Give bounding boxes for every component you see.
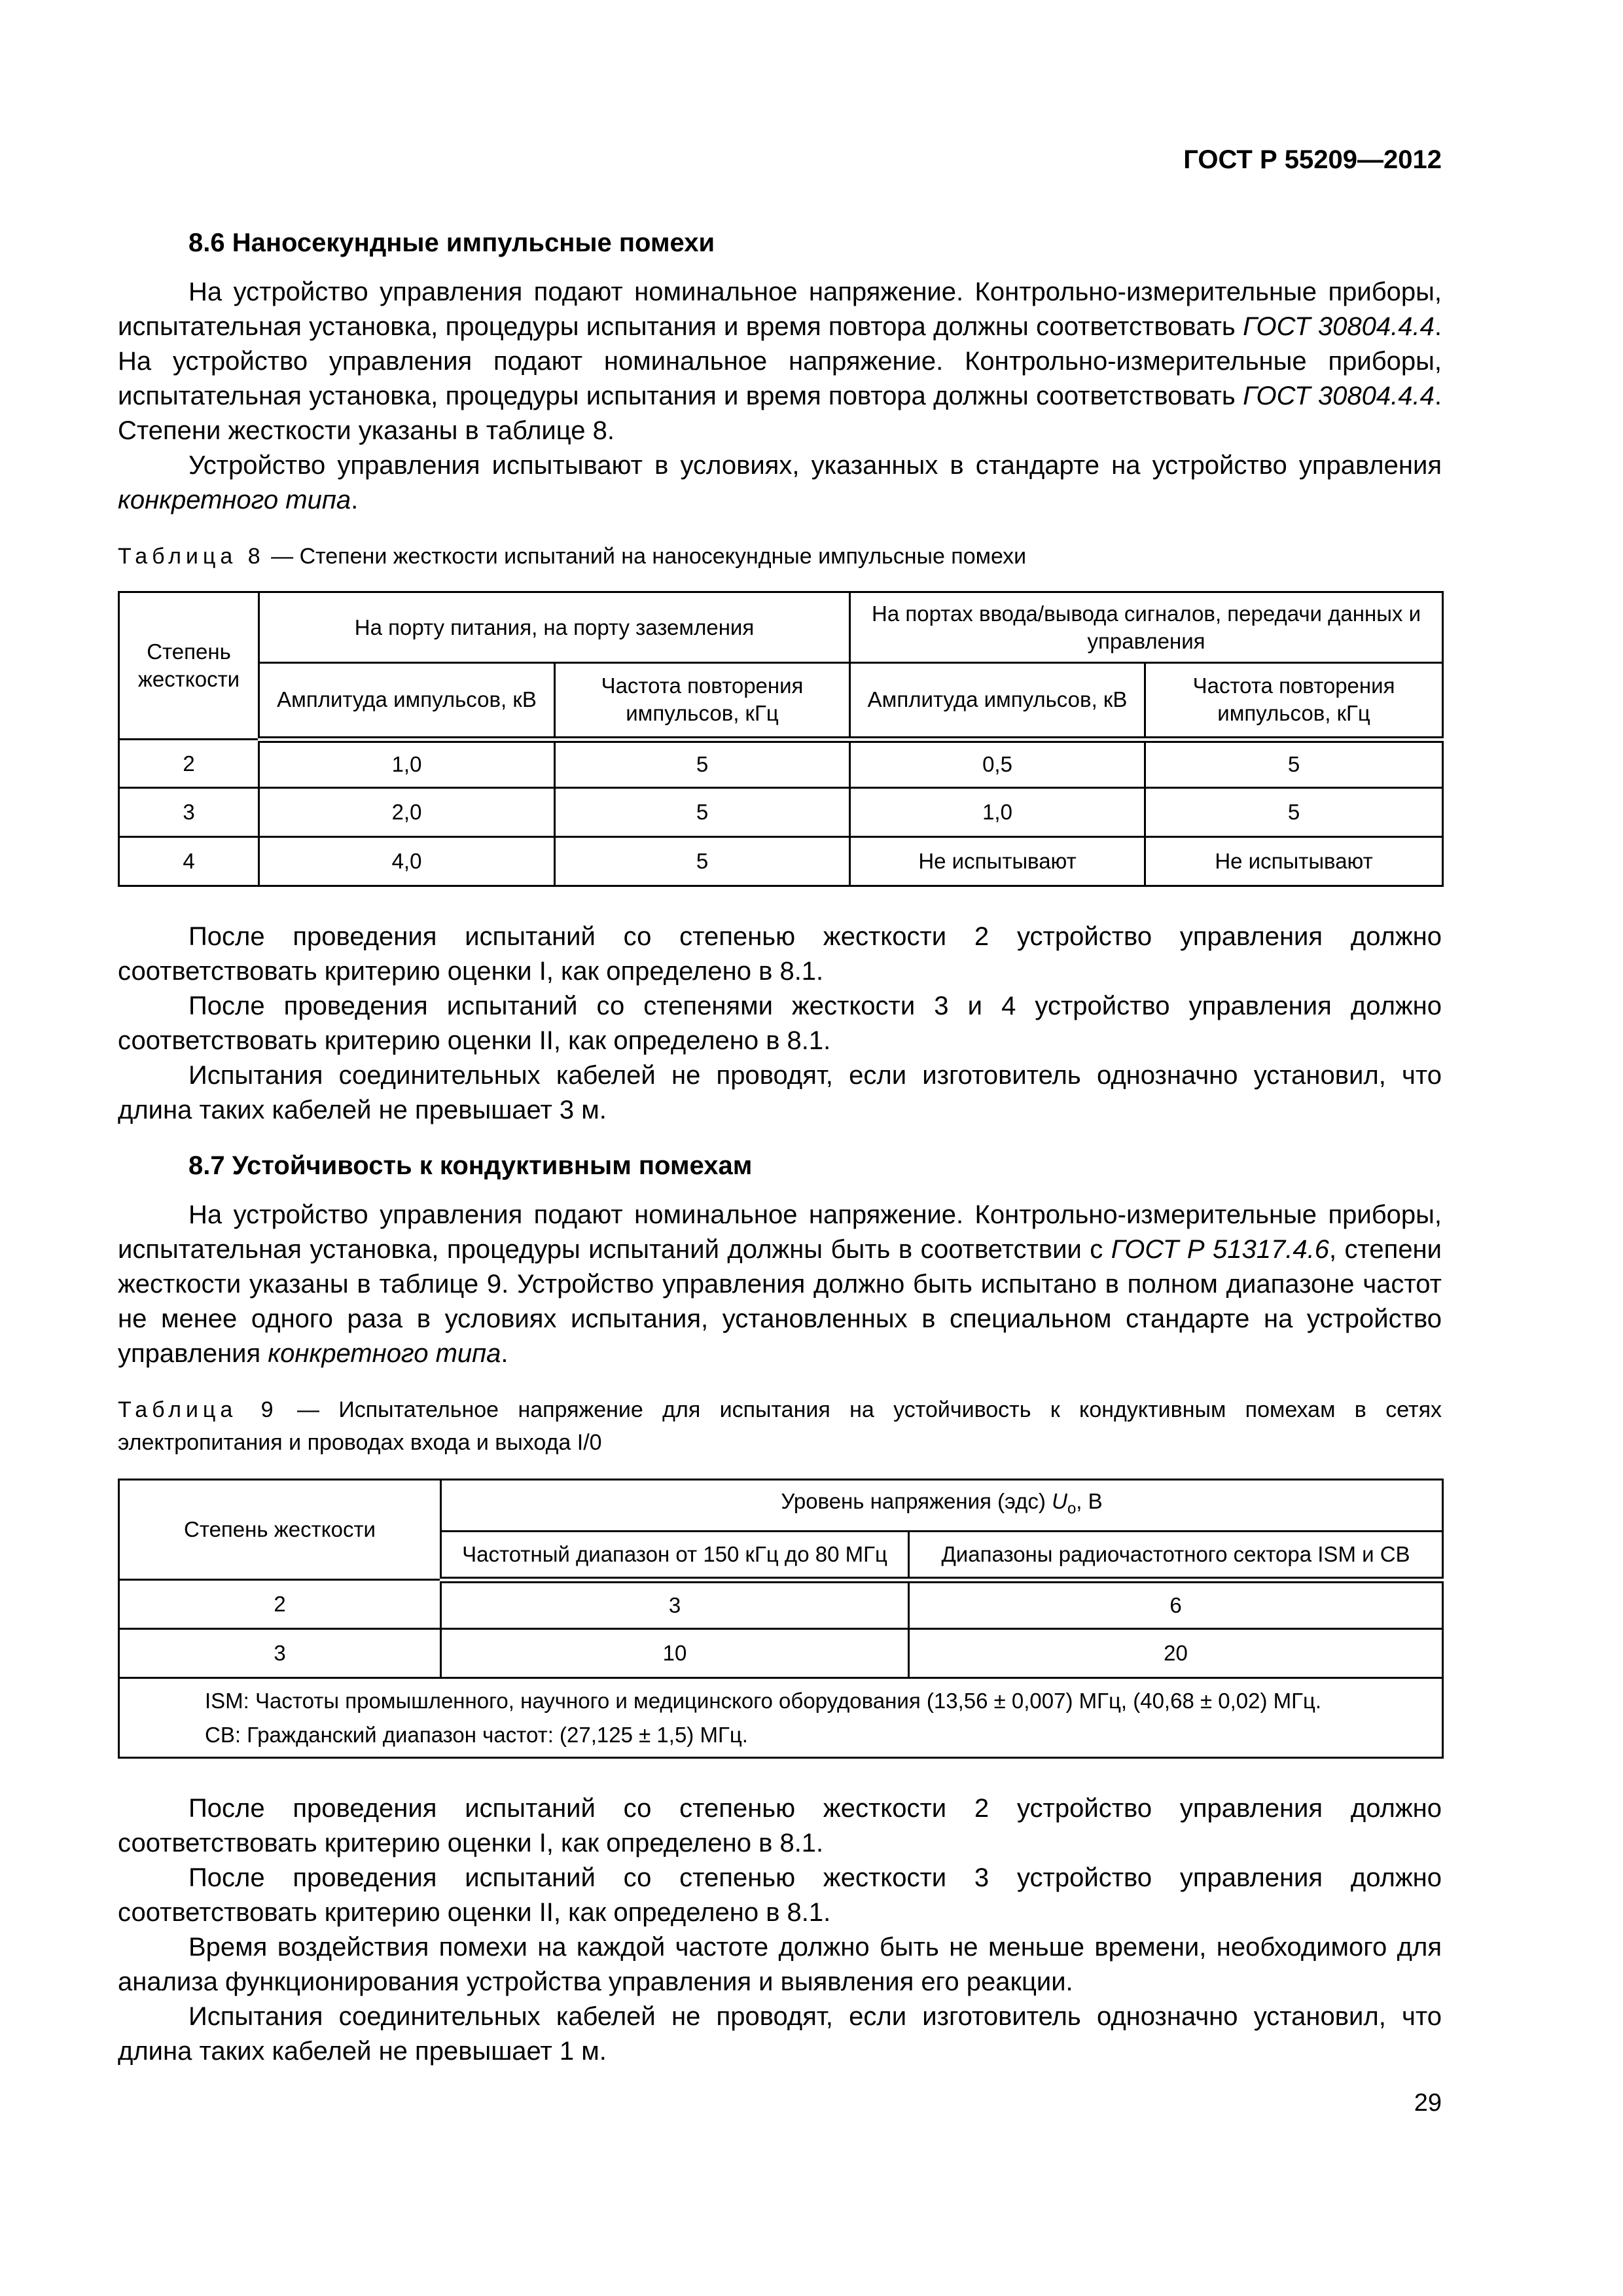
header-sub: Диапазоны радиочастотного сектора ISM и CB [909,1532,1443,1580]
cell: 1,0 [850,788,1145,837]
text: , В [1076,1489,1103,1514]
text: Уровень напряжения (эдс) [781,1489,1052,1514]
paragraph [118,1198,1442,1371]
subscript: o [1067,1499,1077,1518]
table-row [119,740,1443,788]
text: . На устройство управления подают номинальное напряжение. Контрольно-измерительные приборы, испытательная установка, процедуры испытания и время повтора должны соответствовать [118,312,1442,410]
cell: 1,0 [259,740,555,788]
table-9-caption [118,1393,1442,1459]
paragraph [118,275,1442,448]
cell: 2 [119,740,259,788]
cell: 0,5 [850,740,1145,788]
cell: 3 [119,1629,441,1678]
cell: 5 [1145,740,1443,788]
symbol: U [1052,1489,1067,1514]
note-cb: CB: Гражданский диапазон частот: (27,125 ± 1,5) МГц. [205,1722,748,1747]
cell: 4 [119,837,259,886]
header-sub: Частота повторения импульсов, кГц [1145,663,1443,740]
section-heading-8-7: 8.7 Устойчивость к кондуктивным помехам [188,1151,753,1180]
paragraph: После проведения испытаний со степенью жесткости 2 устройство управления должно соответствовать критерию оценки I, как определено в 8.1. [118,922,1442,986]
table-row [119,1629,1443,1678]
reference: ГОСТ 30804.4.4 [1243,312,1435,341]
caption-label: Таблица 9 [118,1397,278,1422]
note-ism: ISM: Частоты промышленного, научного и медицинского оборудования (13,56 ± 0,007) МГц, (40,68 ± 0,02) МГц. [205,1688,1322,1713]
text: . [351,486,359,514]
cell: 5 [1145,788,1443,837]
header-sub: Амплитуда импульсов, кВ [259,663,555,740]
text: На устройство управления подают номинальное напряжение. Контрольно-измерительные приборы, испытательная установка, процедуры испытания и время повтора должны соответствовать [118,278,1442,341]
cell: 2 [119,1580,441,1629]
paragraph: После проведения испытаний со степенью жесткости 3 устройство управления должно соответствовать критерию оценки II, как определено в 8.1. [118,1863,1442,1927]
cell: 3 [441,1580,909,1629]
paragraph: После проведения испытаний со степенями жесткости 3 и 4 устройство управления должно соответствовать критерию оценки II, как определено в 8.1. [118,992,1442,1055]
table-8-caption [118,540,1442,573]
header-group-voltage [441,1480,1443,1532]
paragraph: Время воздействия помехи на каждой частоте должно быть не меньше времени, необходимого для анализа функционирования устройства управления и выявления его реакции. [118,1933,1442,1996]
paragraph: После проведения испытаний со степенью жесткости 2 устройство управления должно соответствовать критерию оценки I, как определено в 8.1. [118,1794,1442,1857]
table-note [119,1678,1443,1758]
header-sub: Частотный диапазон от 150 кГц до 80 МГц [441,1532,909,1580]
cell: 5 [555,837,850,886]
table-row [119,788,1443,837]
document-id: ГОСТ Р 55209—2012 [1183,145,1442,174]
header-sub: Амплитуда импульсов, кВ [850,663,1145,740]
paragraph: Испытания соединительных кабелей не проводят, если изготовитель однозначно установил, что длина таких кабелей не превышает 1 м. [118,2002,1442,2066]
section-heading-8-6: 8.6 Наносекундные импульсные помехи [188,228,715,257]
table-row [119,837,1443,886]
document-page [118,0,1442,2117]
table-9 [118,1479,1444,1759]
caption-label: Таблица 8 [118,544,265,569]
cell: 3 [119,788,259,837]
text: , степени жесткости указаны в таблице 9. Устройство управления должно быть испытано в полном диапазоне частот не менее одного раза в условиях испытания, установленных в специальном стандарте на устройство управления [118,1235,1442,1368]
header-degree: Степень жесткости [119,1480,441,1580]
text: . Степени жесткости указаны в таблице 8. [118,382,1442,445]
page-number: 29 [1414,2089,1442,2117]
header-sub: Частота повторения импульсов, кГц [555,663,850,740]
cell: 5 [555,788,850,837]
paragraph [118,448,1442,518]
text: На устройство управления подают номинальное напряжение. Контрольно-измерительные приборы, испытательная установка, процедуры испытаний должны быть в соответствии с [118,1200,1442,1264]
cell: 6 [909,1580,1443,1629]
emphasis: конкретного типа [268,1339,501,1368]
cell: 20 [909,1629,1443,1678]
table-row [119,1580,1443,1629]
reference: ГОСТ 30804.4.4 [1243,382,1435,410]
header-degree: Степень жесткости [119,592,259,740]
emphasis: конкретного типа [118,486,351,514]
header-group-signal: На портах ввода/вывода сигналов, передачи данных и управления [850,592,1443,663]
text: Устройство управления испытывают в условиях, указанных в стандарте на устройство управления [188,451,1442,480]
cell: Не испытывают [1145,837,1443,886]
cell: Не испытывают [850,837,1145,886]
caption-text: — Степени жесткости испытаний на наносекундные импульсные помехи [264,544,1027,569]
table-8 [118,591,1444,887]
paragraph: Испытания соединительных кабелей не проводят, если изготовитель однозначно установил, что длина таких кабелей не превышает 3 м. [118,1061,1442,1124]
caption-text: — Испытательное напряжение для испытания на устойчивость к кондуктивным помехам в сетях электропитания и проводах входа и выхода I/0 [118,1397,1442,1455]
cell: 4,0 [259,837,555,886]
cell: 10 [441,1629,909,1678]
cell: 2,0 [259,788,555,837]
header-group-power: На порту питания, на порту заземления [259,592,850,663]
reference: ГОСТ Р 51317.4.6 [1111,1235,1329,1264]
cell: 5 [555,740,850,788]
text: . [501,1339,508,1368]
